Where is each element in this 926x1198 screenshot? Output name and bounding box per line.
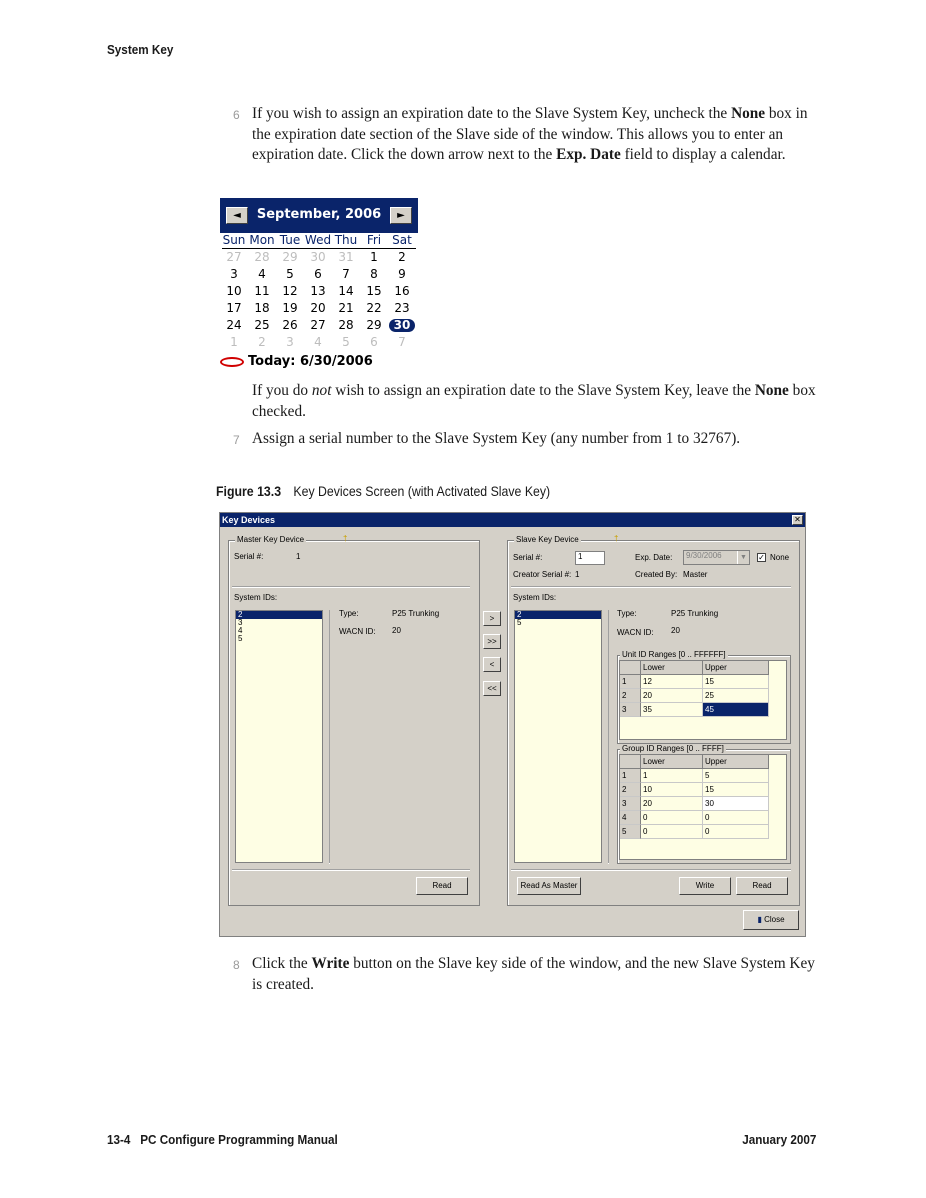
footer-manual: PC Configure Programming Manual bbox=[140, 1132, 338, 1147]
table-row[interactable] bbox=[620, 689, 786, 703]
running-header: System Key bbox=[107, 42, 174, 57]
calendar-day[interactable]: 5 bbox=[286, 267, 294, 281]
figure-number: Figure 13.3 bbox=[216, 483, 282, 499]
unit-id-ranges-table[interactable] bbox=[619, 660, 787, 740]
calendar-day[interactable]: 29 bbox=[282, 250, 298, 264]
unit-ranges-label: Unit ID Ranges [0 .. FFFFFF] bbox=[622, 650, 726, 659]
column-header: Upper bbox=[703, 661, 769, 675]
calendar-day[interactable]: 6 bbox=[370, 335, 378, 349]
calendar-day[interactable]: 4 bbox=[258, 267, 266, 281]
master-type-value: P25 Trunking bbox=[392, 609, 440, 618]
calendar-day[interactable]: 28 bbox=[338, 318, 354, 332]
footer-page: 13-4 bbox=[107, 1132, 131, 1147]
calendar-day[interactable]: 10 bbox=[226, 284, 242, 298]
figure-caption bbox=[216, 483, 550, 499]
today-label: Today bbox=[248, 354, 291, 369]
calendar-day[interactable]: 1 bbox=[370, 250, 378, 264]
none-label: None bbox=[770, 553, 790, 562]
calendar-day[interactable]: 27 bbox=[226, 250, 242, 264]
table-cell[interactable]: 0 bbox=[641, 825, 703, 839]
slave-divider bbox=[511, 586, 791, 588]
slave-type-label: Type: bbox=[617, 609, 637, 618]
slave-write-button[interactable]: Write bbox=[679, 877, 731, 895]
calendar-day[interactable]: 5 bbox=[342, 335, 350, 349]
master-group-label: Master Key Device bbox=[237, 535, 305, 544]
table-cell[interactable]: 0 bbox=[641, 811, 703, 825]
table-cell[interactable]: 20 bbox=[641, 689, 703, 703]
table-row[interactable] bbox=[620, 811, 786, 825]
weekday-label: Sun bbox=[222, 233, 246, 247]
dropdown-arrow-icon[interactable]: ▼ bbox=[737, 551, 749, 564]
step-6-text: If you wish to assign an expiration date to the Slave System Key, uncheck the None box in the expiration date section of the Slave side of the window. This allows you to enter an expiration date. Click the down arrow next to the Exp. Date field to display a calendar. bbox=[252, 105, 808, 163]
calendar-day[interactable]: 18 bbox=[254, 301, 270, 315]
row-header: 3 bbox=[620, 703, 641, 717]
table-cell[interactable]: 0 bbox=[703, 811, 769, 825]
calendar-day-selected[interactable]: 30 bbox=[388, 317, 416, 334]
slave-system-ids-label: System IDs: bbox=[513, 593, 557, 602]
calendar-day[interactable]: 7 bbox=[342, 267, 350, 281]
calendar-day[interactable]: 26 bbox=[282, 318, 298, 332]
table-cell[interactable]: 20 bbox=[641, 797, 703, 811]
calendar-day[interactable]: 3 bbox=[230, 267, 238, 281]
row-header: 3 bbox=[620, 797, 641, 811]
slave-vdivider bbox=[608, 610, 609, 864]
created-by-label: Created By: bbox=[635, 570, 678, 579]
calendar-day[interactable]: 16 bbox=[394, 284, 410, 298]
calendar-popup[interactable] bbox=[220, 198, 418, 369]
today-circle-icon bbox=[220, 357, 244, 367]
master-bottom-divider bbox=[232, 869, 470, 871]
exp-date-value: 9/30/2006 bbox=[686, 551, 722, 560]
move-right-button[interactable]: > bbox=[483, 611, 501, 626]
calendar-day[interactable]: 7 bbox=[398, 335, 406, 349]
calendar-day[interactable]: 1 bbox=[230, 335, 238, 349]
row-header: 5 bbox=[620, 825, 641, 839]
list-item[interactable]: 5 bbox=[238, 634, 243, 643]
exp-date-label: Exp. Date: bbox=[635, 553, 673, 562]
master-serial-value: 1 bbox=[296, 552, 301, 561]
calendar-day[interactable]: 2 bbox=[398, 250, 406, 264]
move-left-button[interactable]: < bbox=[483, 657, 501, 672]
close-icon[interactable]: ✕ bbox=[792, 515, 803, 525]
calendar-day[interactable]: 25 bbox=[254, 318, 270, 332]
figure-title: Key Devices Screen (with Activated Slave Key) bbox=[293, 483, 551, 499]
group-ranges-label: Group ID Ranges [0 .. FFFF] bbox=[622, 744, 724, 753]
prev-month-icon[interactable]: ◄ bbox=[226, 207, 248, 224]
calendar-day[interactable]: 17 bbox=[226, 301, 242, 315]
slave-wacn-label: WACN ID: bbox=[617, 628, 654, 637]
list-item[interactable]: 2 bbox=[236, 611, 322, 619]
table-row[interactable] bbox=[620, 769, 786, 783]
weekday-label: Wed bbox=[304, 233, 332, 247]
list-item[interactable]: 4 bbox=[238, 626, 243, 635]
step-number: 8 bbox=[233, 958, 240, 972]
pin-icon: † bbox=[343, 534, 348, 543]
step-7-text: Assign a serial number to the Slave System Key (any number from 1 to 32767). bbox=[252, 430, 741, 447]
row-header: 1 bbox=[620, 675, 641, 689]
calendar-day[interactable]: 12 bbox=[282, 284, 298, 298]
calendar-day[interactable]: 24 bbox=[226, 318, 242, 332]
calendar-day[interactable]: 8 bbox=[370, 267, 378, 281]
close-button-label: Close bbox=[764, 915, 785, 924]
calendar-weekday-row bbox=[220, 233, 418, 248]
calendar-day[interactable]: 21 bbox=[338, 301, 354, 315]
calendar-day[interactable]: 13 bbox=[310, 284, 326, 298]
slave-bottom-divider bbox=[511, 869, 791, 871]
corner-cell bbox=[620, 661, 641, 675]
today-value: : 6/30/2006 bbox=[290, 354, 373, 369]
calendar-day[interactable]: 4 bbox=[314, 335, 322, 349]
column-header: Lower bbox=[641, 755, 703, 769]
table-cell[interactable]: 1 bbox=[641, 769, 703, 783]
table-row[interactable] bbox=[620, 783, 786, 797]
step-number: 6 bbox=[233, 108, 240, 122]
calendar-day[interactable]: 22 bbox=[366, 301, 382, 315]
read-as-master-button[interactable]: Read As Master bbox=[517, 877, 581, 895]
column-header: Upper bbox=[703, 755, 769, 769]
table-cell[interactable]: 30 bbox=[703, 797, 769, 811]
move-all-right-button[interactable]: >> bbox=[483, 634, 501, 649]
calendar-day[interactable]: 15 bbox=[366, 284, 382, 298]
table-cell[interactable]: 10 bbox=[641, 783, 703, 797]
slave-wacn-value: 20 bbox=[671, 626, 680, 635]
master-serial-label: Serial #: bbox=[234, 552, 264, 561]
table-row[interactable] bbox=[620, 675, 786, 689]
step-number: 7 bbox=[233, 433, 240, 447]
slave-serial-label: Serial #: bbox=[513, 553, 543, 562]
master-divider bbox=[232, 586, 470, 588]
corner-cell bbox=[620, 755, 641, 769]
table-cell[interactable]: 45 bbox=[703, 703, 769, 717]
table-cell[interactable]: 25 bbox=[703, 689, 769, 703]
table-cell[interactable]: 12 bbox=[641, 675, 703, 689]
calendar-day[interactable]: 11 bbox=[254, 284, 270, 298]
slave-system-ids-list[interactable] bbox=[514, 610, 602, 863]
creator-serial-value: 1 bbox=[575, 570, 580, 579]
row-header: 1 bbox=[620, 769, 641, 783]
master-system-ids-list[interactable] bbox=[235, 610, 323, 863]
master-wacn-value: 20 bbox=[392, 626, 401, 635]
move-all-left-button[interactable]: << bbox=[483, 681, 501, 696]
calendar-today[interactable] bbox=[220, 354, 373, 369]
exp-date-field[interactable] bbox=[683, 550, 750, 565]
table-cell[interactable]: 5 bbox=[703, 769, 769, 783]
weekday-label: Fri bbox=[366, 233, 382, 247]
table-cell[interactable]: 15 bbox=[703, 675, 769, 689]
calendar-day[interactable]: 28 bbox=[254, 250, 270, 264]
calendar-day[interactable]: 2 bbox=[258, 335, 266, 349]
master-read-button[interactable]: Read bbox=[416, 877, 468, 895]
list-item[interactable]: 3 bbox=[238, 618, 243, 627]
calendar-day[interactable]: 3 bbox=[286, 335, 294, 349]
pin-icon: † bbox=[614, 534, 619, 543]
footer-date: January 2007 bbox=[741, 1132, 816, 1147]
group-id-ranges-table[interactable] bbox=[619, 754, 787, 860]
master-system-ids-label: System IDs: bbox=[234, 593, 278, 602]
table-row[interactable] bbox=[620, 797, 786, 811]
table-cell[interactable]: 0 bbox=[703, 825, 769, 839]
row-header: 2 bbox=[620, 783, 641, 797]
close-button[interactable] bbox=[743, 910, 799, 930]
table-cell[interactable]: 35 bbox=[641, 703, 703, 717]
calendar-day[interactable]: 29 bbox=[366, 318, 382, 332]
calendar-day[interactable]: 30 bbox=[310, 250, 326, 264]
door-icon: ▮ bbox=[757, 915, 762, 924]
table-row[interactable] bbox=[620, 825, 786, 839]
calendar-day[interactable]: 27 bbox=[310, 318, 326, 332]
table-cell[interactable]: 15 bbox=[703, 783, 769, 797]
calendar-day[interactable]: 23 bbox=[394, 301, 410, 315]
calendar-days bbox=[220, 249, 418, 351]
calendar-day[interactable]: 19 bbox=[282, 301, 298, 315]
dialog-title: Key Devices bbox=[220, 513, 805, 527]
master-wacn-label: WACN ID: bbox=[339, 627, 376, 636]
slave-type-value: P25 Trunking bbox=[671, 609, 719, 618]
creator-serial-label: Creator Serial #: bbox=[513, 570, 572, 579]
calendar-day[interactable]: 31 bbox=[338, 250, 354, 264]
weekday-label: Tue bbox=[279, 233, 301, 247]
none-checkbox[interactable]: ✓ bbox=[758, 553, 765, 562]
slave-group-label: Slave Key Device bbox=[516, 535, 579, 544]
master-vdivider bbox=[329, 610, 330, 864]
slave-serial-input[interactable]: 1 bbox=[575, 551, 605, 565]
table-header-row bbox=[620, 661, 786, 675]
calendar-day[interactable]: 20 bbox=[310, 301, 326, 315]
weekday-label: Sat bbox=[392, 233, 412, 247]
calendar-day[interactable]: 9 bbox=[398, 267, 406, 281]
footer-left bbox=[107, 1132, 338, 1147]
step-6-note: If you do not wish to assign an expiration date to the Slave System Key, leave the None box checked. bbox=[252, 382, 816, 420]
master-type-label: Type: bbox=[339, 609, 359, 618]
calendar-header bbox=[220, 198, 418, 233]
list-item[interactable]: 5 bbox=[517, 618, 522, 627]
table-header-row bbox=[620, 755, 786, 769]
table-row[interactable] bbox=[620, 703, 786, 717]
row-header: 4 bbox=[620, 811, 641, 825]
key-devices-dialog bbox=[219, 512, 806, 937]
next-month-icon[interactable]: ► bbox=[390, 207, 412, 224]
calendar-month-label: September, 2006 bbox=[256, 207, 382, 222]
weekday-label: Mon bbox=[249, 233, 275, 247]
calendar-day[interactable]: 6 bbox=[314, 267, 322, 281]
step-8-text: Click the Write button on the Slave key side of the window, and the new Slave System Key is created. bbox=[252, 955, 815, 993]
created-by-value: Master bbox=[683, 570, 708, 579]
row-header: 2 bbox=[620, 689, 641, 703]
calendar-day[interactable]: 14 bbox=[338, 284, 354, 298]
weekday-label: Thu bbox=[334, 233, 358, 247]
list-item[interactable]: 2 bbox=[515, 611, 601, 619]
column-header: Lower bbox=[641, 661, 703, 675]
slave-read-button[interactable]: Read bbox=[736, 877, 788, 895]
